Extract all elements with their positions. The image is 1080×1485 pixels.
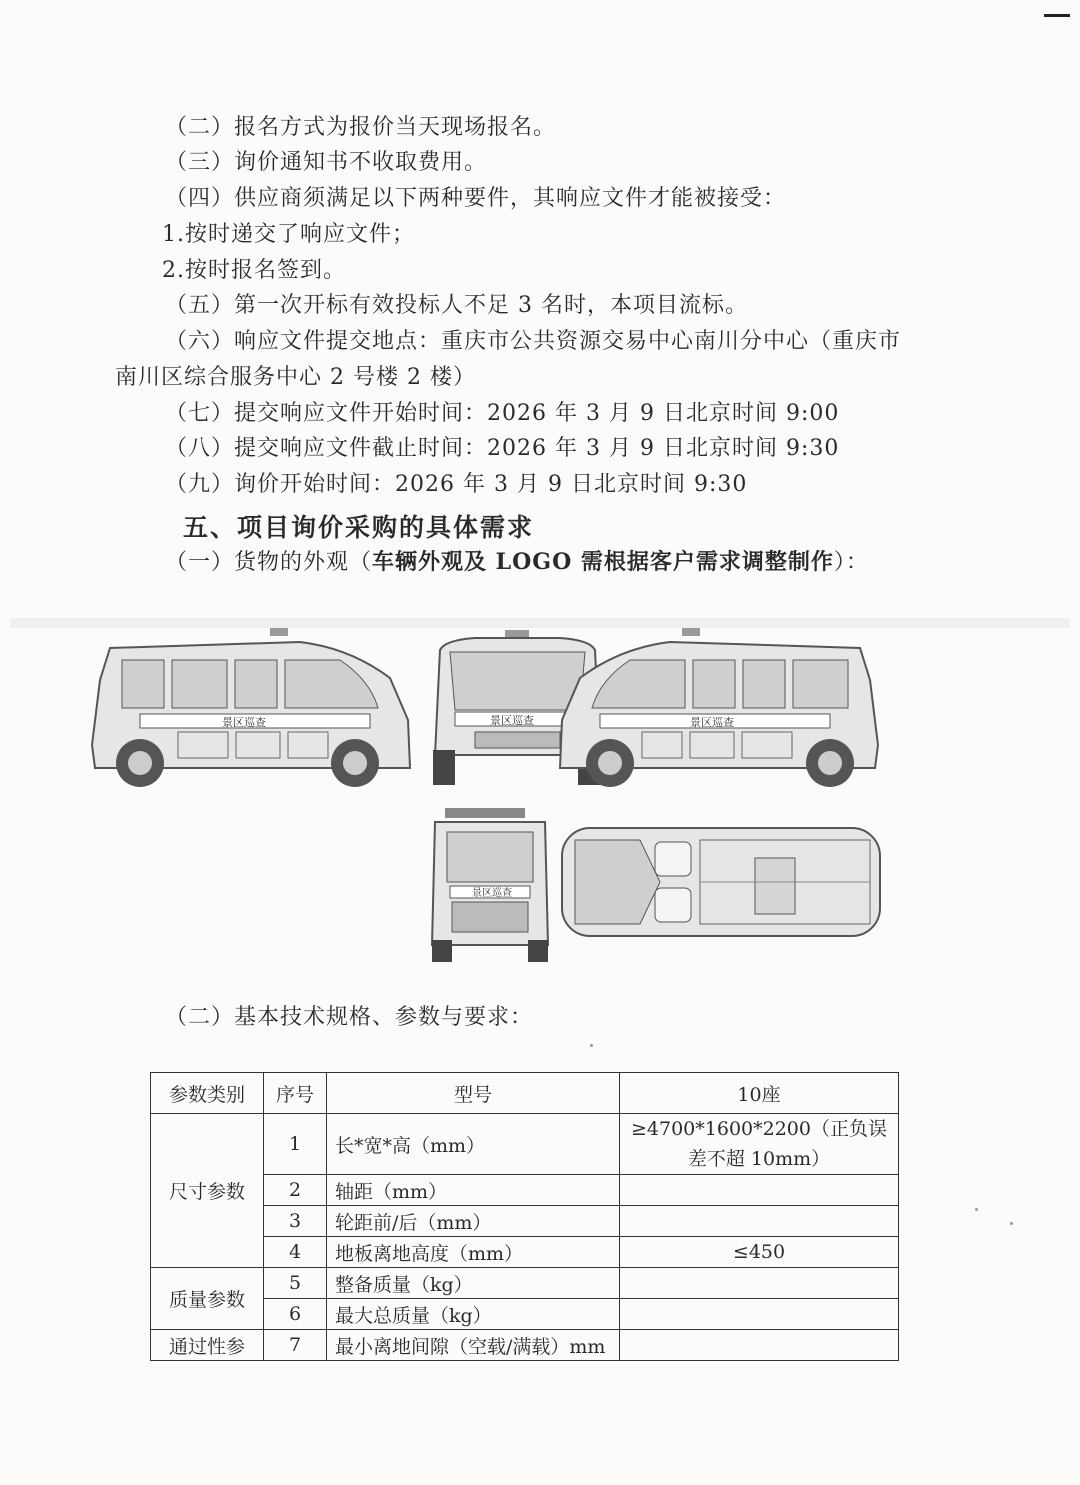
text-line-2: （三）询价通知书不收取费用。: [165, 150, 488, 175]
row-no: 1: [264, 1114, 327, 1175]
vehicle-top-view: [562, 828, 880, 936]
table-row: [151, 1237, 899, 1268]
text-line-9: （七）提交响应文件开始时间：2026 年 3 月 9 日北京时间 9:00: [165, 401, 840, 426]
row-item: 轮距前/后（mm）: [327, 1206, 620, 1237]
row-value: ≤450: [620, 1237, 899, 1268]
row-value: [620, 1175, 899, 1206]
spec-table: [150, 1072, 899, 1361]
row-value: [620, 1206, 899, 1237]
group-passability: 通过性参: [151, 1330, 264, 1361]
sub-heading-specs: （二）基本技术规格、参数与要求：: [165, 1005, 534, 1030]
text-line-1: （二）报名方式为报价当天现场报名。: [165, 115, 557, 140]
header-no: 序号: [264, 1073, 327, 1114]
row-no: 5: [264, 1268, 327, 1299]
text-line-8: 南川区综合服务中心 2 号楼 2 楼）: [115, 365, 476, 390]
text-line-6: （五）第一次开标有效投标人不足 3 名时，本项目流标。: [165, 293, 748, 318]
scan-speck: [590, 1044, 593, 1047]
row-item: 长*宽*高（mm）: [327, 1114, 620, 1175]
group-mass: 质量参数: [151, 1268, 264, 1330]
table-row: [151, 1299, 899, 1330]
row-value: [620, 1268, 899, 1299]
row-item: 整备质量（kg）: [327, 1268, 620, 1299]
vehicle-right-side-view: [560, 628, 878, 787]
table-row: [151, 1114, 899, 1175]
text-line-5: 2.按时报名签到。: [162, 258, 346, 283]
figure-band: [10, 618, 1070, 628]
sub-heading-suffix: ）：: [833, 550, 869, 575]
table-header-row: [151, 1073, 899, 1114]
table-row: [151, 1268, 899, 1299]
row-item: 最大总质量（kg）: [327, 1299, 620, 1330]
row-value: [620, 1299, 899, 1330]
sub-heading-appearance: [165, 547, 869, 578]
row-value: ≥4700*1600*2200（正负误差不超 10mm）: [620, 1114, 899, 1175]
vehicle-rear-view: [432, 808, 548, 962]
front-view-label: 景区巡查: [490, 714, 534, 727]
table-row: [151, 1206, 899, 1237]
header-category: 参数类别: [151, 1073, 264, 1114]
rear-view-label: 景区巡查: [472, 888, 512, 899]
row-no: 2: [264, 1175, 327, 1206]
row-item: 最小离地间隙（空载/满载）mm: [327, 1330, 620, 1361]
text-line-4: 1.按时递交了响应文件；: [162, 222, 415, 247]
table-row: [151, 1330, 899, 1361]
sub-heading-prefix: （一）货物的外观（: [165, 550, 373, 575]
header-model: 型号: [327, 1073, 620, 1114]
row-no: 4: [264, 1237, 327, 1268]
sub-heading-bold-note: 车辆外观及 LOGO 需根据客户需求调整制作: [372, 549, 834, 575]
text-line-11: （九）询价开始时间：2026 年 3 月 9 日北京时间 9:30: [165, 472, 748, 497]
group-dimension: 尺寸参数: [151, 1114, 264, 1268]
section-heading: 五、项目询价采购的具体需求: [183, 513, 535, 542]
row-item: 地板离地高度（mm）: [327, 1237, 620, 1268]
header-seats: 10座: [620, 1073, 899, 1114]
text-line-7: （六）响应文件提交地点：重庆市公共资源交易中心南川分中心（重庆市: [165, 329, 902, 354]
scan-speck: [1010, 1222, 1013, 1225]
vehicle-views-figure: [0, 600, 1080, 990]
scan-speck: [975, 1208, 978, 1211]
vehicle-left-side-view: [92, 628, 410, 787]
text-line-10: （八）提交响应文件截止时间：2026 年 3 月 9 日北京时间 9:30: [165, 436, 840, 461]
row-item: 轴距（mm）: [327, 1175, 620, 1206]
row-no: 3: [264, 1206, 327, 1237]
text-line-3: （四）供应商须满足以下两种要件，其响应文件才能被接受：: [165, 186, 787, 211]
left-view-label: 景区巡查: [222, 716, 266, 729]
row-no: 6: [264, 1299, 327, 1330]
row-no: 7: [264, 1330, 327, 1361]
table-row: [151, 1175, 899, 1206]
page-corner-mark: [1044, 14, 1070, 17]
row-value: [620, 1330, 899, 1361]
right-view-label: 景区巡查: [690, 716, 734, 729]
